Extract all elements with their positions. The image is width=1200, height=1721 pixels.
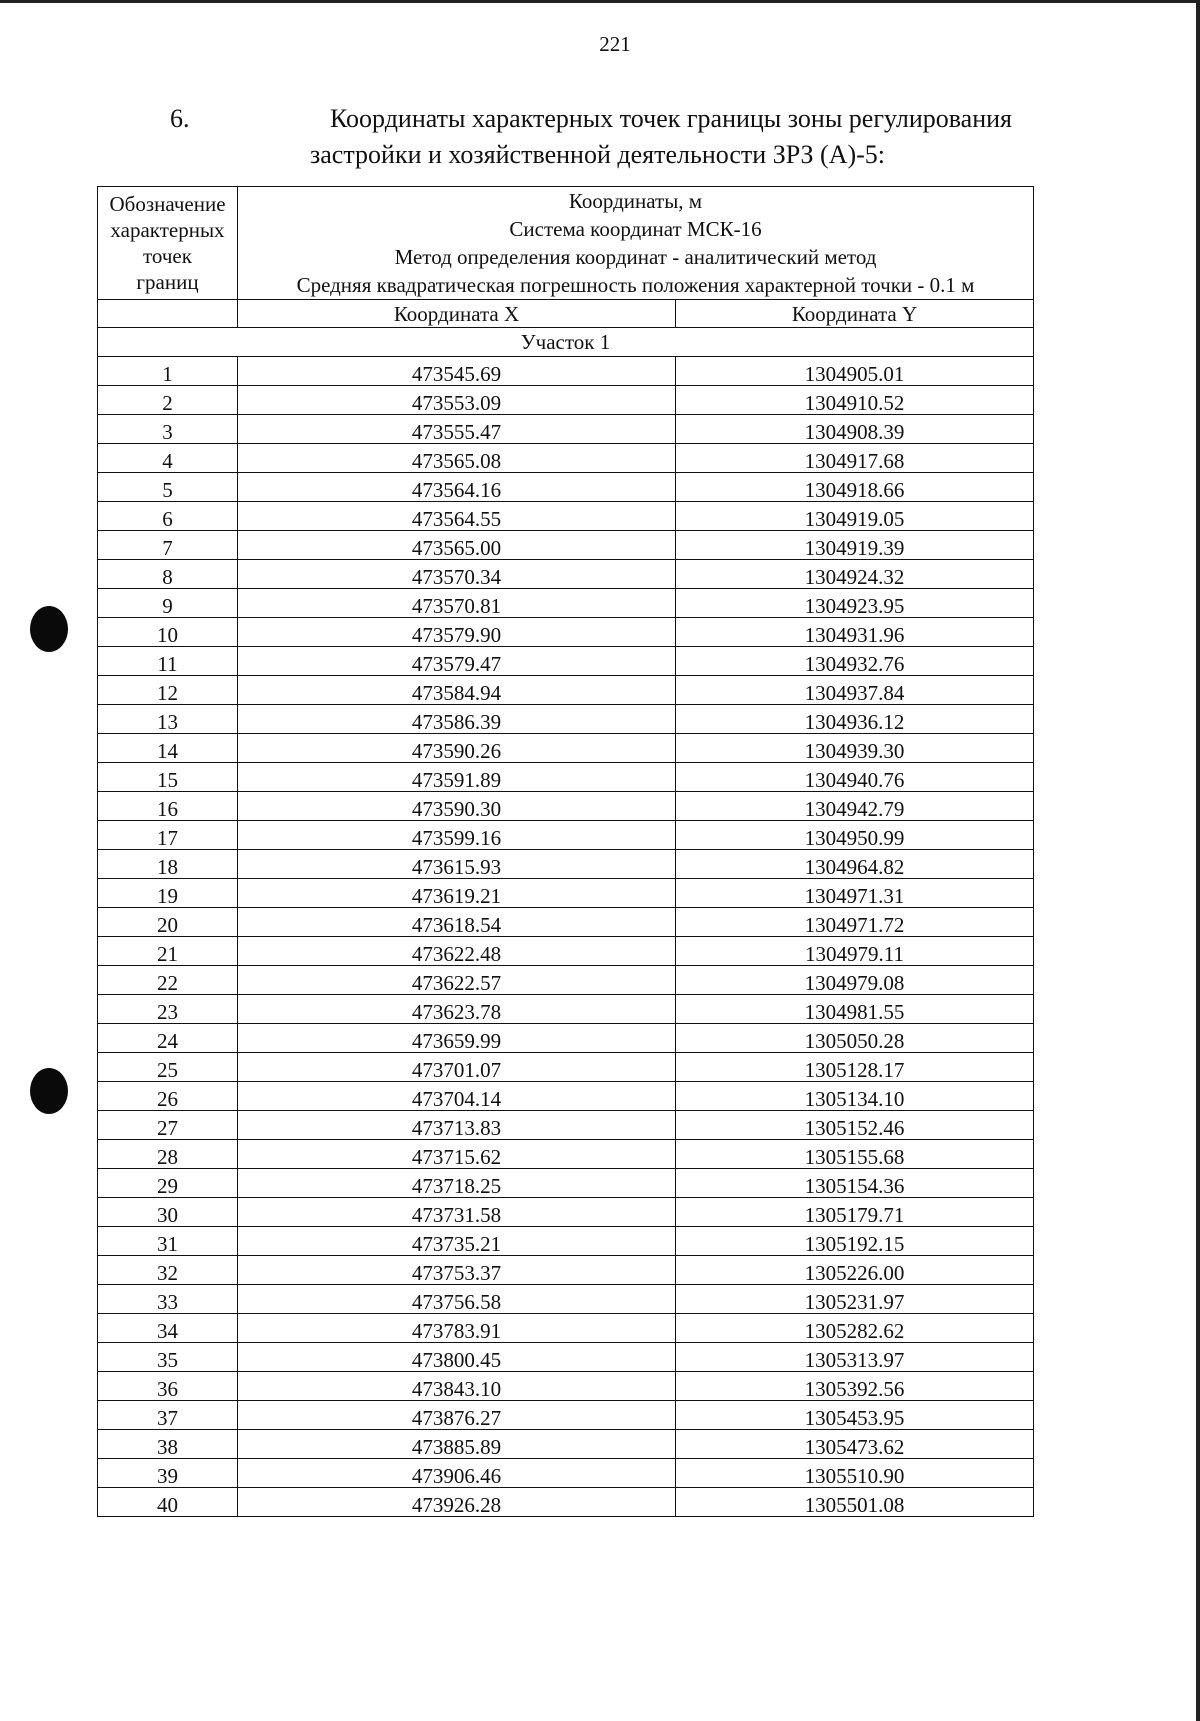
coordinate-y-cell: 1304939.30 xyxy=(676,734,1034,763)
coordinate-y-cell: 1305392.56 xyxy=(676,1372,1034,1401)
coordinate-y-cell: 1305313.97 xyxy=(676,1343,1034,1372)
table-row xyxy=(98,879,1034,908)
point-number-cell: 17 xyxy=(98,821,238,850)
point-number-cell: 23 xyxy=(98,995,238,1024)
coordinate-y-cell: 1304979.08 xyxy=(676,966,1034,995)
table-row xyxy=(98,1198,1034,1227)
section-label: Участок 1 xyxy=(98,328,1034,357)
coordinate-y-cell: 1305134.10 xyxy=(676,1082,1034,1111)
coordinate-y-cell: 1304971.31 xyxy=(676,879,1034,908)
column-header-row xyxy=(98,300,1034,328)
table-row xyxy=(98,444,1034,473)
point-number-cell: 8 xyxy=(98,560,238,589)
coordinate-x-cell: 473564.55 xyxy=(238,502,676,531)
point-number-cell: 14 xyxy=(98,734,238,763)
heading-line-1: Координаты характерных точек границы зоны регулирования xyxy=(330,104,1012,133)
table-row xyxy=(98,386,1034,415)
table-row xyxy=(98,589,1034,618)
coordinate-x-cell: 473735.21 xyxy=(238,1227,676,1256)
coordinate-x-cell: 473570.34 xyxy=(238,560,676,589)
column-header-y: Координата Y xyxy=(676,300,1034,328)
section-row xyxy=(98,328,1034,357)
table-row xyxy=(98,908,1034,937)
point-number-cell: 28 xyxy=(98,1140,238,1169)
point-number-cell: 34 xyxy=(98,1314,238,1343)
point-number-cell: 2 xyxy=(98,386,238,415)
table-row xyxy=(98,1111,1034,1140)
coordinate-y-cell: 1305192.15 xyxy=(676,1227,1034,1256)
coordinate-x-cell: 473715.62 xyxy=(238,1140,676,1169)
point-number-cell: 27 xyxy=(98,1111,238,1140)
coordinate-x-cell: 473659.99 xyxy=(238,1024,676,1053)
table-row xyxy=(98,415,1034,444)
left-header-line: Обозначение xyxy=(109,192,226,216)
coordinate-x-cell: 473584.94 xyxy=(238,676,676,705)
coordinate-y-cell: 1304905.01 xyxy=(676,357,1034,386)
point-number-cell: 24 xyxy=(98,1024,238,1053)
point-number-cell: 39 xyxy=(98,1459,238,1488)
point-number-cell: 21 xyxy=(98,937,238,966)
point-number-cell: 7 xyxy=(98,531,238,560)
point-number-cell: 18 xyxy=(98,850,238,879)
coordinate-y-cell: 1305473.62 xyxy=(676,1430,1034,1459)
point-number-cell: 12 xyxy=(98,676,238,705)
punch-hole-lower xyxy=(30,1068,68,1114)
table-row xyxy=(98,1169,1034,1198)
point-number-cell: 4 xyxy=(98,444,238,473)
table-row xyxy=(98,1082,1034,1111)
point-number-cell: 40 xyxy=(98,1488,238,1517)
coordinate-y-cell: 1304981.55 xyxy=(676,995,1034,1024)
table-row xyxy=(98,1488,1034,1517)
coordinate-x-cell: 473555.47 xyxy=(238,415,676,444)
table-row xyxy=(98,676,1034,705)
main-header-line: Метод определения координат - аналитический метод xyxy=(394,245,877,269)
coordinate-y-cell: 1304940.76 xyxy=(676,763,1034,792)
point-number-cell: 25 xyxy=(98,1053,238,1082)
point-number-cell: 37 xyxy=(98,1401,238,1430)
coordinate-y-cell: 1304950.99 xyxy=(676,821,1034,850)
coordinate-y-cell: 1304936.12 xyxy=(676,705,1034,734)
punch-hole-upper xyxy=(30,606,68,652)
point-number-cell: 6 xyxy=(98,502,238,531)
table-row xyxy=(98,734,1034,763)
coordinate-x-cell: 473843.10 xyxy=(238,1372,676,1401)
point-number-cell: 16 xyxy=(98,792,238,821)
coordinate-y-cell: 1305152.46 xyxy=(676,1111,1034,1140)
coordinate-x-cell: 473590.30 xyxy=(238,792,676,821)
point-number-cell: 22 xyxy=(98,966,238,995)
coordinate-x-cell: 473885.89 xyxy=(238,1430,676,1459)
table-row xyxy=(98,1053,1034,1082)
table-row xyxy=(98,560,1034,589)
table-row xyxy=(98,1459,1034,1488)
coordinate-y-cell: 1305154.36 xyxy=(676,1169,1034,1198)
table-row xyxy=(98,995,1034,1024)
table-row xyxy=(98,1024,1034,1053)
coordinate-y-cell: 1305155.68 xyxy=(676,1140,1034,1169)
page-number: 221 xyxy=(599,32,631,56)
point-number-cell: 35 xyxy=(98,1343,238,1372)
point-number-cell: 26 xyxy=(98,1082,238,1111)
point-designation-header xyxy=(98,187,238,300)
coordinate-x-cell: 473565.00 xyxy=(238,531,676,560)
coordinate-y-cell: 1305282.62 xyxy=(676,1314,1034,1343)
coordinate-x-cell: 473731.58 xyxy=(238,1198,676,1227)
table-row xyxy=(98,1401,1034,1430)
coordinate-x-cell: 473579.47 xyxy=(238,647,676,676)
coordinate-x-cell: 473718.25 xyxy=(238,1169,676,1198)
coordinate-y-cell: 1304979.11 xyxy=(676,937,1034,966)
coordinate-y-cell: 1305231.97 xyxy=(676,1285,1034,1314)
coordinate-y-cell: 1305501.08 xyxy=(676,1488,1034,1517)
table-row xyxy=(98,502,1034,531)
coordinate-y-cell: 1305128.17 xyxy=(676,1053,1034,1082)
table-row xyxy=(98,647,1034,676)
table-row xyxy=(98,1430,1034,1459)
left-header-line: характерных xyxy=(110,218,225,242)
table-row xyxy=(98,937,1034,966)
coordinate-y-cell: 1304932.76 xyxy=(676,647,1034,676)
coordinate-x-cell: 473565.08 xyxy=(238,444,676,473)
left-header-line: границ xyxy=(136,270,199,294)
coordinate-y-cell: 1304918.66 xyxy=(676,473,1034,502)
point-number-cell: 15 xyxy=(98,763,238,792)
point-number-cell: 33 xyxy=(98,1285,238,1314)
scan-edge-right xyxy=(1196,0,1200,1721)
coordinate-y-cell: 1304919.39 xyxy=(676,531,1034,560)
coordinate-x-cell: 473622.57 xyxy=(238,966,676,995)
point-number-cell: 32 xyxy=(98,1256,238,1285)
coordinate-x-cell: 473618.54 xyxy=(238,908,676,937)
table-row xyxy=(98,850,1034,879)
point-number-cell: 36 xyxy=(98,1372,238,1401)
point-number-cell: 10 xyxy=(98,618,238,647)
point-number-cell: 38 xyxy=(98,1430,238,1459)
coordinate-x-cell: 473615.93 xyxy=(238,850,676,879)
coordinate-x-cell: 473619.21 xyxy=(238,879,676,908)
empty-header-cell xyxy=(98,300,238,328)
coordinate-y-cell: 1305050.28 xyxy=(676,1024,1034,1053)
coordinate-x-cell: 473876.27 xyxy=(238,1401,676,1430)
coordinate-y-cell: 1304924.32 xyxy=(676,560,1034,589)
table-row xyxy=(98,1227,1034,1256)
point-number-cell: 3 xyxy=(98,415,238,444)
coordinate-y-cell: 1304923.95 xyxy=(676,589,1034,618)
coordinates-header xyxy=(238,187,1034,300)
table-row xyxy=(98,1343,1034,1372)
coordinate-x-cell: 473579.90 xyxy=(238,618,676,647)
point-number-cell: 5 xyxy=(98,473,238,502)
coordinate-x-cell: 473800.45 xyxy=(238,1343,676,1372)
coordinate-y-cell: 1304971.72 xyxy=(676,908,1034,937)
coordinate-y-cell: 1304942.79 xyxy=(676,792,1034,821)
table-row xyxy=(98,705,1034,734)
point-number-cell: 19 xyxy=(98,879,238,908)
table-row xyxy=(98,763,1034,792)
table-row xyxy=(98,1314,1034,1343)
point-number-cell: 30 xyxy=(98,1198,238,1227)
table-row xyxy=(98,966,1034,995)
column-header-x: Координата X xyxy=(238,300,676,328)
coordinate-y-cell: 1304908.39 xyxy=(676,415,1034,444)
coordinate-y-cell: 1304919.05 xyxy=(676,502,1034,531)
coordinate-x-cell: 473906.46 xyxy=(238,1459,676,1488)
point-number-cell: 13 xyxy=(98,705,238,734)
table-row xyxy=(98,792,1034,821)
heading-line-2: застройки и хозяйственной деятельности ЗРЗ (А)-5: xyxy=(310,140,886,169)
coordinate-y-cell: 1304931.96 xyxy=(676,618,1034,647)
coordinate-y-cell: 1305453.95 xyxy=(676,1401,1034,1430)
coordinate-x-cell: 473599.16 xyxy=(238,821,676,850)
coordinate-x-cell: 473586.39 xyxy=(238,705,676,734)
point-number-cell: 20 xyxy=(98,908,238,937)
coordinate-x-cell: 473756.58 xyxy=(238,1285,676,1314)
point-number-cell: 29 xyxy=(98,1169,238,1198)
table-row xyxy=(98,1140,1034,1169)
table-row xyxy=(98,473,1034,502)
table-row xyxy=(98,531,1034,560)
coordinate-x-cell: 473623.78 xyxy=(238,995,676,1024)
coordinate-y-cell: 1304910.52 xyxy=(676,386,1034,415)
point-number-cell: 1 xyxy=(98,357,238,386)
coordinate-x-cell: 473591.89 xyxy=(238,763,676,792)
point-number-cell: 11 xyxy=(98,647,238,676)
coordinate-x-cell: 473622.48 xyxy=(238,937,676,966)
coordinate-y-cell: 1304964.82 xyxy=(676,850,1034,879)
coordinate-x-cell: 473753.37 xyxy=(238,1256,676,1285)
coordinate-y-cell: 1304937.84 xyxy=(676,676,1034,705)
main-header-line: Средняя квадратическая погрешность положения характерной точки - 0.1 м xyxy=(296,273,975,297)
coordinate-x-cell: 473570.81 xyxy=(238,589,676,618)
table-row xyxy=(98,357,1034,386)
main-header-line: Координаты, м xyxy=(568,189,703,213)
scan-edge-top xyxy=(0,0,1200,3)
coordinate-x-cell: 473590.26 xyxy=(238,734,676,763)
table-row xyxy=(98,618,1034,647)
coordinate-x-cell: 473545.69 xyxy=(238,357,676,386)
table-header-row xyxy=(98,187,1034,300)
coordinate-x-cell: 473783.91 xyxy=(238,1314,676,1343)
table-row xyxy=(98,821,1034,850)
table-row xyxy=(98,1372,1034,1401)
coordinate-y-cell: 1305510.90 xyxy=(676,1459,1034,1488)
coordinates-table xyxy=(97,186,1034,1517)
coordinate-x-cell: 473564.16 xyxy=(238,473,676,502)
point-number-cell: 9 xyxy=(98,589,238,618)
main-header-line: Система координат МСК-16 xyxy=(509,217,762,241)
coordinate-x-cell: 473926.28 xyxy=(238,1488,676,1517)
coordinate-x-cell: 473701.07 xyxy=(238,1053,676,1082)
table-row xyxy=(98,1285,1034,1314)
coordinate-x-cell: 473713.83 xyxy=(238,1111,676,1140)
coordinate-y-cell: 1305179.71 xyxy=(676,1198,1034,1227)
left-header-line: точек xyxy=(143,244,192,268)
coordinate-y-cell: 1305226.00 xyxy=(676,1256,1034,1285)
point-number-cell: 31 xyxy=(98,1227,238,1256)
coordinate-y-cell: 1304917.68 xyxy=(676,444,1034,473)
heading-number: 6. xyxy=(170,104,190,133)
coordinate-x-cell: 473553.09 xyxy=(238,386,676,415)
table-row xyxy=(98,1256,1034,1285)
coordinate-x-cell: 473704.14 xyxy=(238,1082,676,1111)
